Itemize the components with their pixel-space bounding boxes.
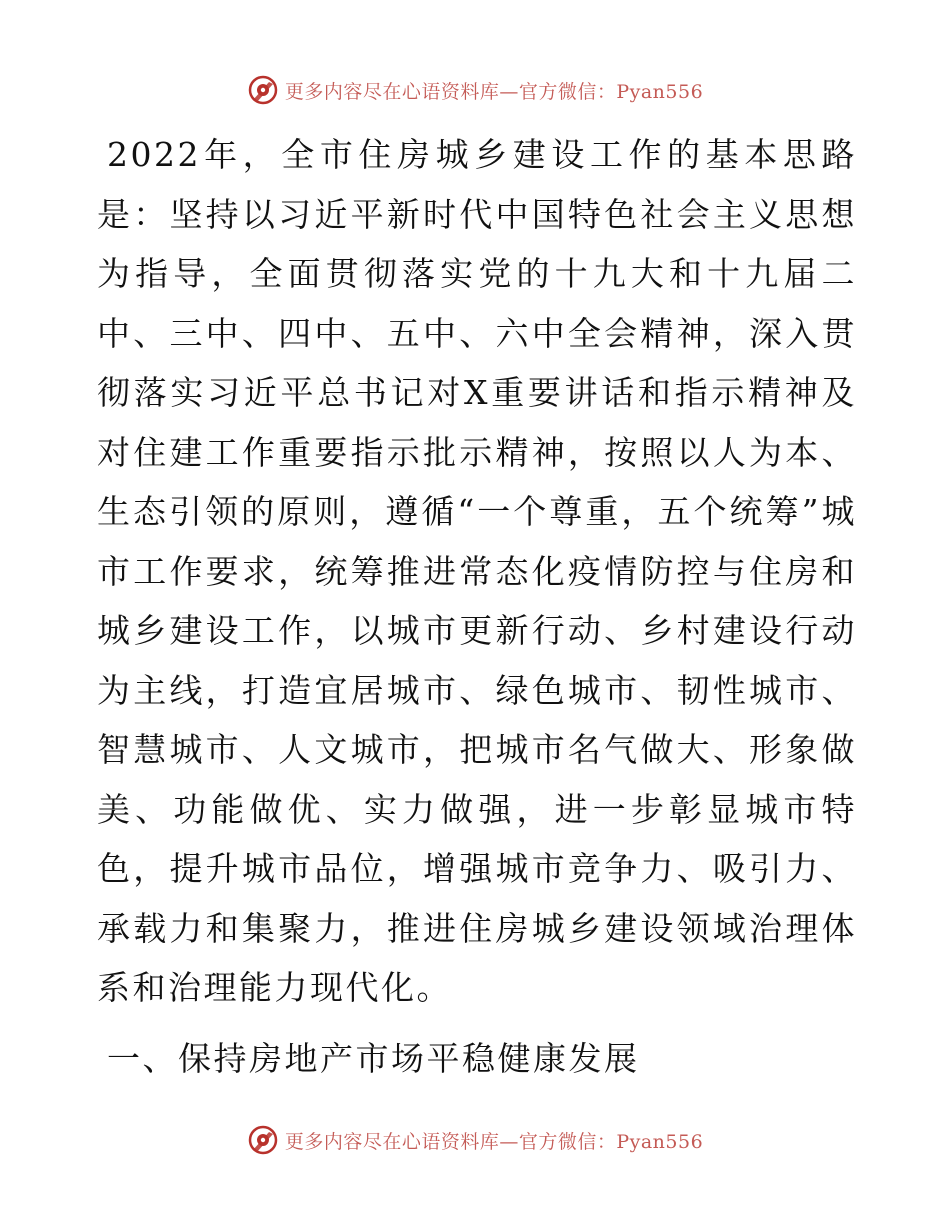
header-watermark	[0, 74, 950, 106]
document-body	[97, 125, 857, 1088]
body-paragraph: 2022年，全市住房城乡建设工作的基本思路是：坚持以习近平新时代中国特色社会主义思想为指导，全面贯彻落实党的十九大和十九届二中、三中、四中、五中、六中全会精神，深入贯彻落实习近平总书记对X重要讲话和指示精神及对住建工作重要指示批示精神，按照以人为本、生态引领的原则，遵循“一个尊重，五个统筹”城市工作要求，统筹推进常态化疫情防控与住房和城乡建设工作，以城市更新行动、乡村建设行动为主线，打造宜居城市、绿色城市、韧性城市、智慧城市、人文城市，把城市名气做大、形象做美、功能做优、实力做强，进一步彰显城市特色，提升城市品位，增强城市竞争力、吸引力、承载力和集聚力，推进住房城乡建设领域治理体系和治理能力现代化。	[97, 135, 857, 1007]
watermark-text: 更多内容尽在心语资料库—官方微信：Pyan556	[284, 1130, 704, 1153]
section-heading: 一、保持房地产市场平稳健康发展	[107, 1038, 640, 1078]
footer-watermark	[0, 1124, 950, 1156]
pen-circle-logo-icon	[247, 1124, 279, 1156]
pen-circle-logo-icon	[247, 74, 279, 106]
watermark-text: 更多内容尽在心语资料库—官方微信：Pyan556	[284, 80, 704, 103]
